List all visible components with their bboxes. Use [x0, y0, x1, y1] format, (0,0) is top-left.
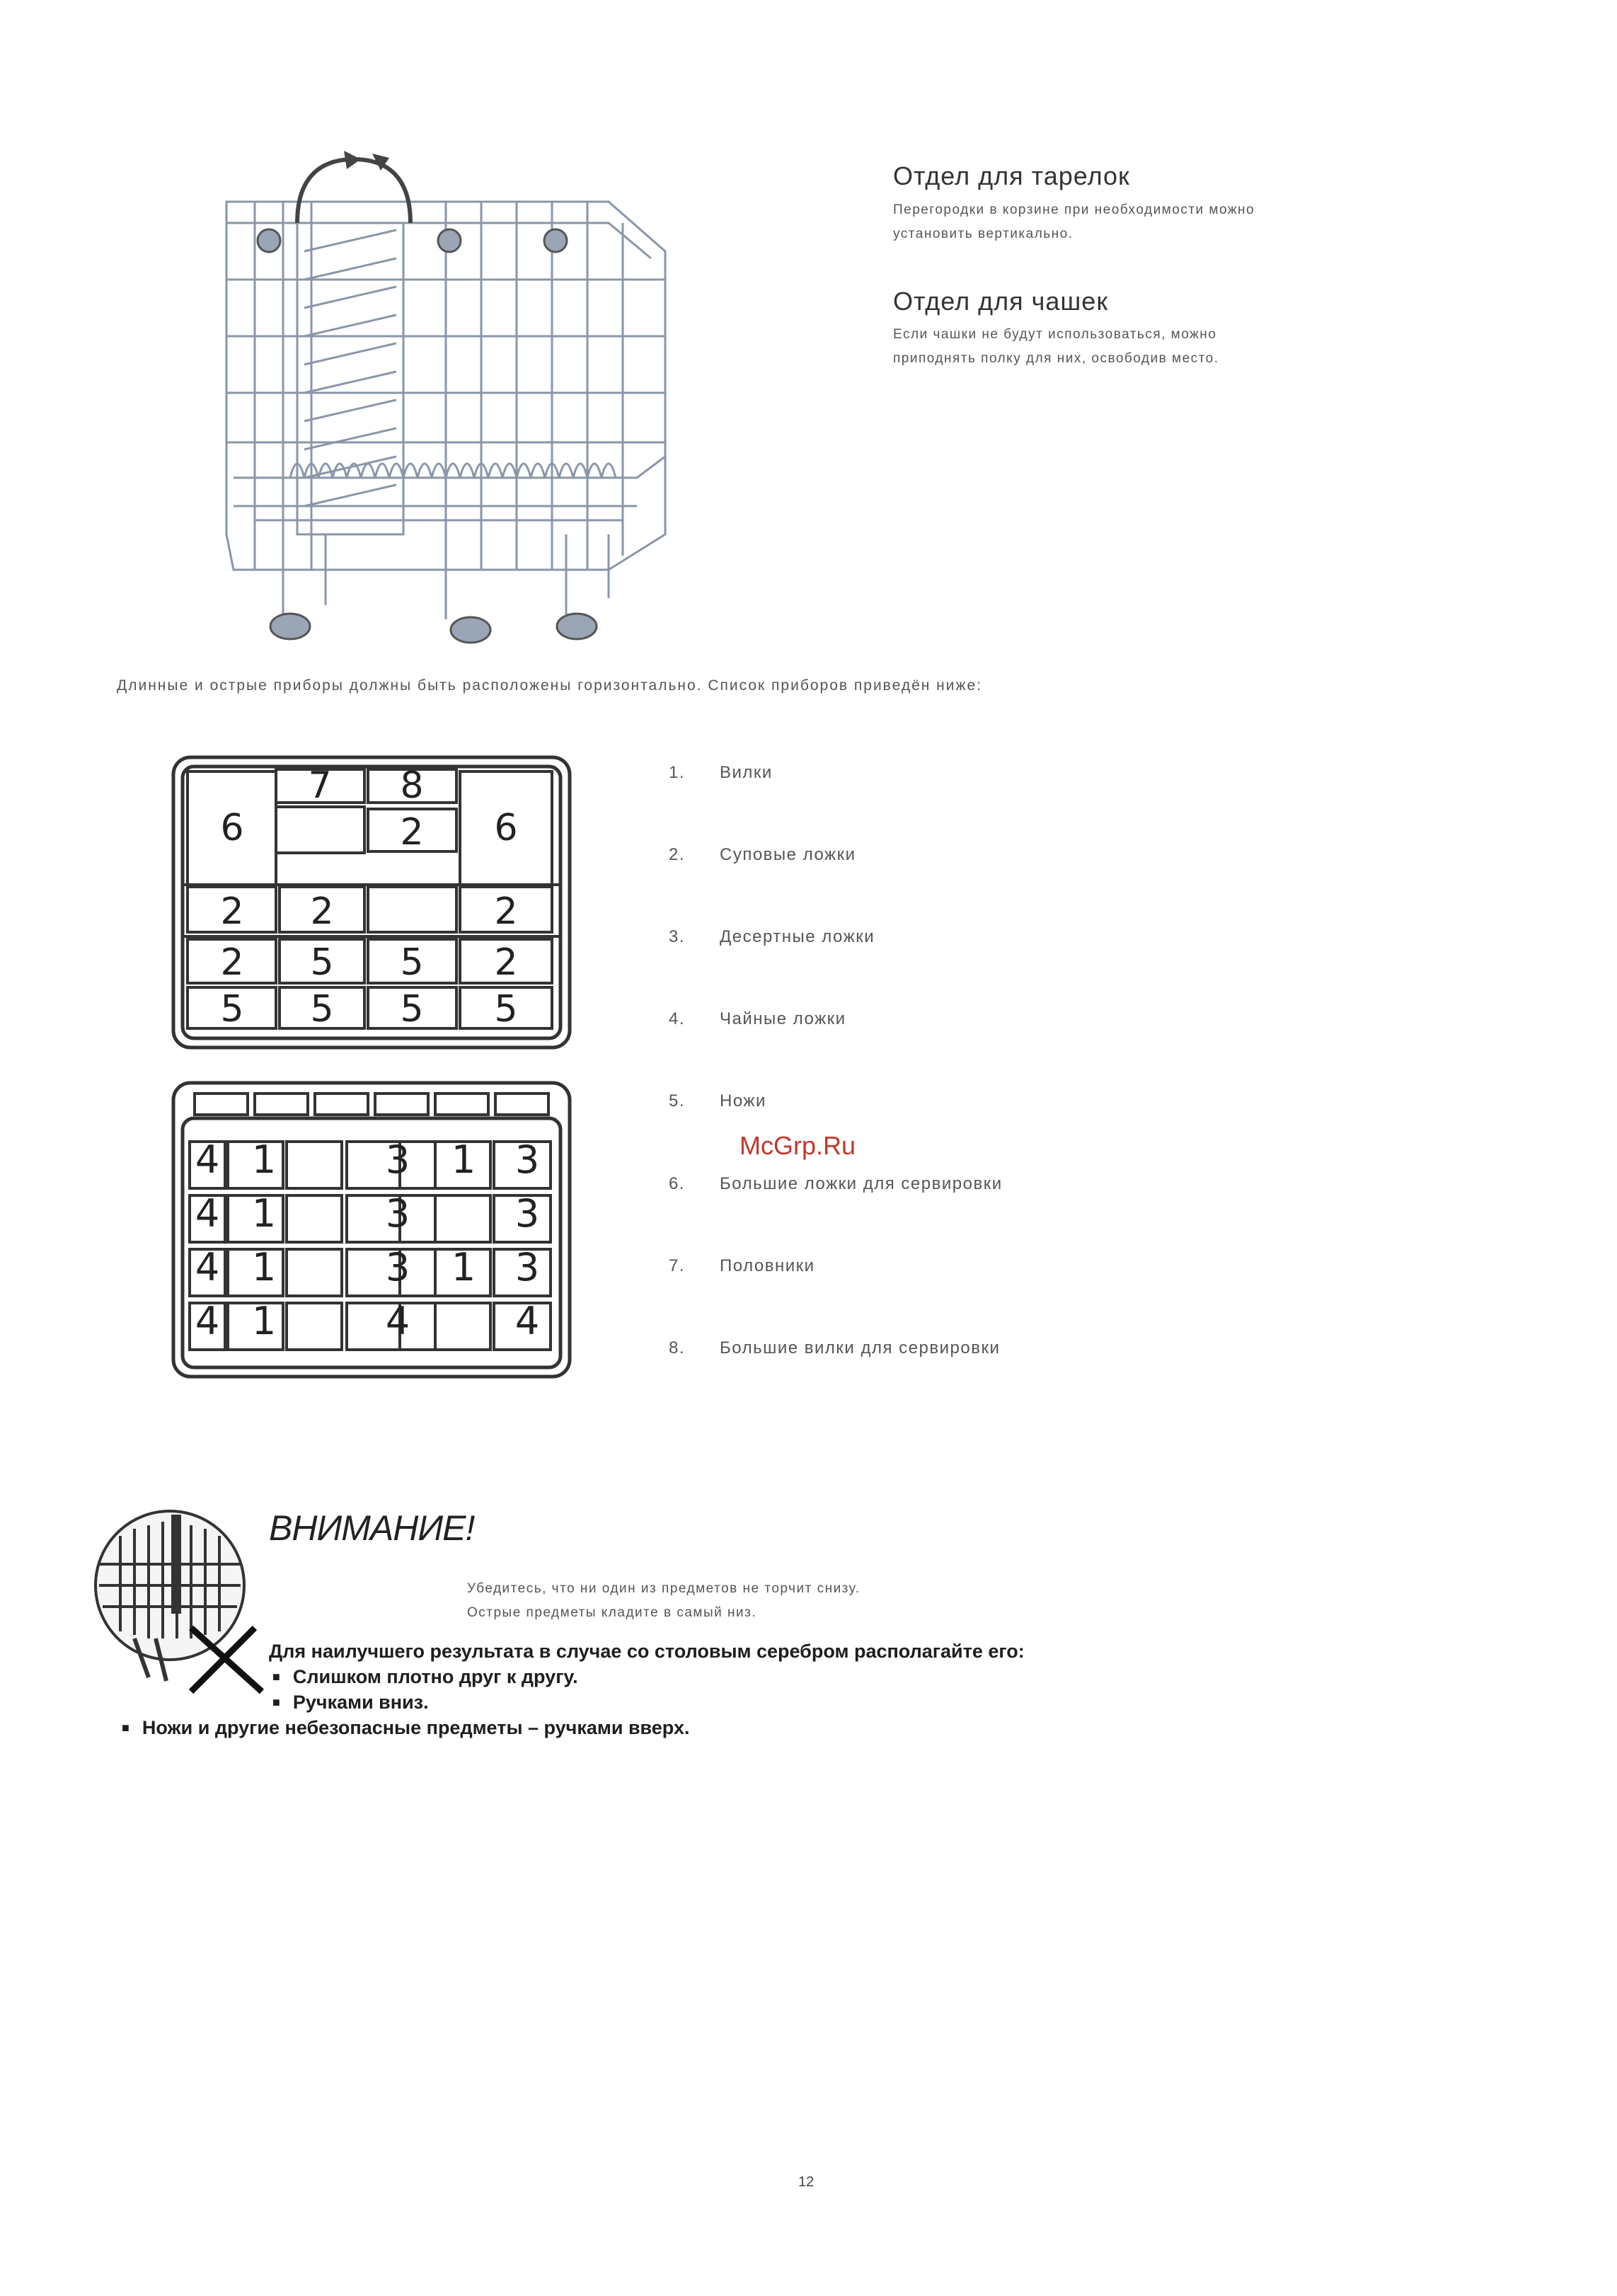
bottom-cutlery-basket	[170, 1079, 573, 1384]
bottom-cell-r4-c6: 4	[514, 1299, 540, 1343]
bottom-cell-r2-c4: 3	[385, 1191, 410, 1236]
bullet-icon: ■	[272, 1695, 280, 1709]
bottom-basket-cell	[435, 1303, 490, 1350]
utensil-label: Суповые ложки	[720, 845, 856, 864]
utensil-label: Половники	[720, 1256, 815, 1275]
top-cell-r3-c4: 2	[494, 890, 518, 933]
utensil-num: 3.	[669, 927, 686, 946]
warning-bullet-2	[272, 1692, 429, 1714]
bottom-cell-r2-c6: 3	[514, 1191, 540, 1236]
bullet-icon: ■	[272, 1670, 280, 1684]
bottom-cell-r4-c2: 1	[251, 1299, 277, 1343]
page-number: 12	[798, 2174, 815, 2190]
placement-note: Длинные и острые приборы должны быть расположены горизонтально. Список приборов приведён ниже:	[117, 677, 983, 694]
bullet-text: Слишком плотно друг к другу.	[292, 1666, 578, 1687]
top-cutlery-basket	[170, 754, 573, 1055]
warning-bullet-3	[122, 1717, 689, 1739]
bottom-cell-r1-c4: 3	[385, 1137, 410, 1182]
cups-section-title: Отдел для чашек	[893, 287, 1109, 316]
utensil-num: 6.	[669, 1174, 686, 1193]
top-cell-r4-c2: 5	[310, 941, 334, 984]
utensil-item-8	[669, 1338, 1000, 1358]
warning-intro: Для наилучшего результата в случае со столовым серебром располагайте его:	[269, 1641, 1025, 1662]
top-cell-r5-c1: 5	[220, 988, 244, 1031]
utensil-item-5	[669, 1091, 766, 1111]
utensil-num: 1.	[669, 763, 686, 782]
plates-section-title: Отдел для тарелок	[893, 161, 1130, 190]
dish-rack-drawing	[212, 138, 679, 651]
warning-bullet-1	[272, 1666, 578, 1688]
cups-text-line1: Если чашки не будут использоваться, можно	[893, 327, 1217, 342]
utensil-item-7	[669, 1256, 815, 1276]
bullet-text: Ручками вниз.	[292, 1692, 429, 1713]
bottom-cell-r1-c2: 1	[251, 1137, 277, 1182]
bottom-basket-cell	[287, 1303, 342, 1350]
bottom-cell-r1-c6: 3	[514, 1137, 540, 1182]
top-cell-r1-c1: 6	[220, 807, 244, 849]
plates-text-line2: установить вертикально.	[893, 226, 1074, 241]
bottom-basket-diagram	[170, 1079, 573, 1380]
utensil-item-2	[669, 845, 856, 865]
warning-line2: Острые предметы кладите в самый низ.	[467, 1605, 757, 1620]
utensil-label: Большие ложки для сервировки	[720, 1174, 1003, 1193]
bottom-basket-cell	[435, 1195, 490, 1242]
warning-illustration	[92, 1508, 265, 1699]
basket-warning-icon	[92, 1508, 265, 1695]
bottom-basket-cell	[287, 1142, 342, 1188]
top-cell-r1-c2: 7	[308, 764, 332, 807]
utensil-label: Чайные ложки	[720, 1009, 846, 1028]
utensil-num: 7.	[669, 1256, 686, 1275]
bottom-cell-r2-c2: 1	[251, 1191, 277, 1236]
utensil-item-4	[669, 1009, 846, 1029]
utensil-item-3	[669, 927, 875, 947]
bottom-cell-r3-c2: 1	[251, 1245, 277, 1290]
utensil-num: 8.	[669, 1338, 686, 1357]
cups-section-text	[893, 323, 1459, 371]
utensil-label: Большие вилки для сервировки	[720, 1338, 1001, 1357]
utensil-num: 5.	[669, 1091, 686, 1110]
top-cell-r4-c4: 2	[494, 941, 518, 984]
top-cell-r5-c4: 5	[494, 988, 518, 1031]
top-cell-r3-c2: 2	[310, 890, 334, 933]
utensil-item-6	[669, 1174, 1003, 1194]
bottom-cell-r1-c5: 1	[451, 1137, 476, 1182]
bottom-cell-r3-c1: 4	[195, 1245, 220, 1290]
warning-line1: Убедитесь, что ни один из предметов не торчит снизу.	[467, 1581, 861, 1596]
bottom-cell-r3-c6: 3	[514, 1245, 540, 1290]
utensil-item-1	[669, 763, 773, 783]
utensil-num: 2.	[669, 845, 686, 864]
top-cell-r5-c2: 5	[310, 988, 334, 1031]
top-cell-r4-c3: 5	[400, 941, 424, 984]
bullet-icon: ■	[122, 1721, 130, 1735]
bottom-cell-r3-c5: 1	[451, 1245, 476, 1290]
cups-text-line2: приподнять полку для них, освободив место.	[893, 351, 1219, 366]
top-cell-r1-c4: 6	[494, 807, 518, 849]
plates-text-line1: Перегородки в корзине при необходимости можно	[893, 202, 1255, 217]
top-basket-diagram	[170, 754, 573, 1051]
bottom-cell-r4-c4: 4	[385, 1299, 410, 1343]
bottom-basket-cell	[287, 1195, 342, 1242]
utensil-label: Вилки	[720, 763, 773, 782]
bottom-cell-r2-c1: 4	[195, 1191, 220, 1236]
bottom-cell-r1-c1: 4	[195, 1137, 220, 1182]
bottom-cell-r3-c4: 3	[385, 1245, 410, 1290]
plates-section-text	[893, 198, 1459, 246]
top-cell-r5-c3: 5	[400, 988, 424, 1031]
utensil-label: Ножи	[720, 1091, 766, 1110]
warning-text	[467, 1577, 861, 1625]
top-cell-r2-c3: 2	[400, 811, 424, 854]
top-cell-r1-c3: 8	[400, 764, 424, 807]
utensil-label: Десертные ложки	[720, 927, 875, 946]
utensil-num: 4.	[669, 1009, 686, 1028]
top-cell-r4-c1: 2	[220, 941, 244, 984]
warning-title: ВНИМАНИЕ!	[269, 1508, 475, 1548]
bullet-text: Ножи и другие небезопасные предметы – ручками вверх.	[142, 1717, 690, 1738]
watermark: McGrp.Ru	[740, 1131, 856, 1160]
rack-illustration	[212, 138, 679, 651]
top-cell-r3-c1: 2	[220, 890, 244, 933]
bottom-cell-r4-c1: 4	[195, 1299, 220, 1343]
bottom-basket-cell	[287, 1249, 342, 1296]
